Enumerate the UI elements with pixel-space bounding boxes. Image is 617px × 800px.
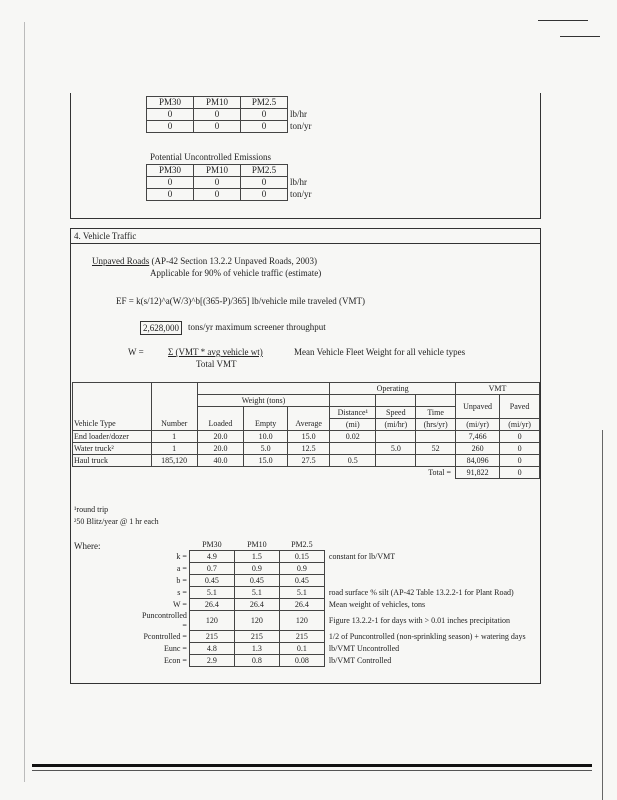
unpaved-label-text: Unpaved Roads — [92, 256, 150, 266]
top-cell: 0 — [147, 109, 194, 121]
row-speed — [376, 431, 416, 443]
col-time: Time — [416, 407, 456, 419]
coef-value: 120 — [189, 611, 234, 631]
row-number: 185,120 — [151, 455, 197, 467]
coef-row — [140, 563, 528, 575]
vmt-group-header: VMT — [456, 383, 540, 395]
col-average: Average — [288, 419, 330, 431]
unit-time: (hrs/yr) — [416, 419, 456, 431]
coef-desc — [324, 563, 527, 575]
row-distance: 0.5 — [330, 455, 376, 467]
row-average: 27.5 — [288, 455, 330, 467]
coef-value: 1.5 — [234, 551, 279, 563]
row-loaded: 20.0 — [197, 431, 243, 443]
coef-label: Eunc = — [163, 643, 187, 653]
applicable-note: Applicable for 90% of vehicle traffic (estimate) — [150, 268, 322, 278]
coef-value: 0.8 — [234, 655, 279, 667]
top-header-pm10: PM10 — [194, 97, 241, 109]
col-vehicle-type: Vehicle Type — [73, 419, 152, 431]
row-empty: 15.0 — [244, 455, 288, 467]
row-type: Water truck² — [73, 443, 152, 455]
coef-value: 0.08 — [279, 655, 324, 667]
coef-value: 215 — [189, 631, 234, 643]
coef-value: 4.8 — [189, 643, 234, 655]
table-row — [73, 455, 540, 467]
coef-value: 120 — [234, 611, 279, 631]
coef-label: a = — [176, 563, 187, 573]
col-empty: Empty — [244, 419, 288, 431]
unc-header-pm30: PM30 — [147, 165, 194, 177]
top-cell: 0 — [147, 121, 194, 133]
row-unpaved: 7,466 — [456, 431, 500, 443]
top-cell: 0 — [194, 109, 241, 121]
unc-unit: lb/hr — [290, 177, 307, 187]
row-average: 12.5 — [288, 443, 330, 455]
coef-header-pm25: PM2.5 — [291, 539, 313, 549]
coefficients-table — [140, 539, 528, 667]
weight-group-header: Weight (tons) — [197, 395, 329, 407]
row-type: End loader/dozer — [73, 431, 152, 443]
coef-value: 0.1 — [279, 643, 324, 655]
coef-value: 0.9 — [234, 563, 279, 575]
bottom-rule-thin — [32, 770, 592, 771]
coef-desc: lb/VMT Uncontrolled — [328, 643, 400, 653]
coef-value: 26.4 — [234, 599, 279, 611]
unpaved-reference: (AP-42 Section 13.2.2 Unpaved Roads, 2003) — [151, 256, 317, 266]
row-distance: 0.02 — [330, 431, 376, 443]
coef-value: 0.45 — [234, 575, 279, 587]
total-label: Total = — [428, 467, 452, 477]
top-emissions-table — [146, 96, 314, 133]
top-cell: 0 — [241, 109, 288, 121]
section-frame-bottom — [70, 683, 541, 684]
coef-header-pm10: PM10 — [247, 539, 267, 549]
col-speed: Speed — [376, 407, 416, 419]
section-title: 4. Vehicle Traffic — [74, 231, 137, 241]
coef-row — [140, 631, 528, 643]
row-empty: 5.0 — [244, 443, 288, 455]
where-label: Where: — [74, 541, 101, 551]
unc-cell: 0 — [241, 177, 288, 189]
section-frame-left — [70, 228, 71, 683]
right-edge-mark — [602, 430, 603, 800]
row-paved: 0 — [500, 431, 540, 443]
top-cell: 0 — [194, 121, 241, 133]
coef-value: 0.45 — [279, 575, 324, 587]
w-lhs: W = — [128, 347, 144, 357]
bottom-rule — [32, 764, 592, 767]
ef-formula: EF = k(s/12)^a(W/3)^b[(365-P)/365] lb/vehicle mile traveled (VMT) — [116, 296, 365, 306]
row-number: 1 — [151, 443, 197, 455]
coef-desc: Figure 13.2.2-1 for days with > 0.01 inches precipitation — [328, 615, 511, 625]
table-row — [73, 431, 540, 443]
coef-value: 1.3 — [234, 643, 279, 655]
row-time — [416, 455, 456, 467]
row-loaded: 40.0 — [197, 455, 243, 467]
coef-label: W = — [172, 599, 187, 609]
coef-row — [140, 655, 528, 667]
coef-value: 5.1 — [189, 587, 234, 599]
section-frame-top — [70, 228, 541, 229]
total-paved: 0 — [500, 467, 540, 479]
coef-value: 0.9 — [279, 563, 324, 575]
row-unpaved: 84,096 — [456, 455, 500, 467]
row-paved: 0 — [500, 455, 540, 467]
top-unit: lb/hr — [290, 109, 307, 119]
throughput-box — [140, 321, 182, 335]
row-time — [416, 431, 456, 443]
coef-value: 215 — [234, 631, 279, 643]
coef-label: k = — [176, 551, 187, 561]
unc-header-pm10: PM10 — [194, 165, 241, 177]
row-number: 1 — [151, 431, 197, 443]
left-edge-mark — [24, 22, 25, 782]
coef-row — [140, 587, 528, 599]
coef-desc — [324, 575, 527, 587]
coef-desc: road surface % silt (AP-42 Table 13.2.2-1 for Plant Road) — [328, 587, 514, 597]
w-numerator: Σ (VMT * avg vehicle wt) — [168, 347, 263, 357]
coef-value: 5.1 — [279, 587, 324, 599]
coef-value: 215 — [279, 631, 324, 643]
top-cell: 0 — [241, 121, 288, 133]
coef-desc: Mean weight of vehicles, tons — [328, 599, 426, 609]
col-loaded: Loaded — [197, 419, 243, 431]
unc-cell: 0 — [194, 177, 241, 189]
w-description: Mean Vehicle Fleet Weight for all vehicle types — [294, 347, 466, 357]
uncontrolled-emissions-table — [146, 164, 314, 201]
uncontrolled-title: Potential Uncontrolled Emissions — [150, 152, 271, 162]
throughput-text: tons/yr maximum screener throughput — [188, 322, 326, 332]
coef-label: Puncontrolled = — [142, 610, 187, 630]
coef-value: 5.1 — [234, 587, 279, 599]
throughput-value: 2,628,000 — [143, 323, 179, 333]
col-unpaved: Unpaved — [456, 395, 500, 419]
coef-value: 26.4 — [279, 599, 324, 611]
top-header-pm30: PM30 — [147, 97, 194, 109]
row-average: 15.0 — [288, 431, 330, 443]
unit-unpaved: (mi/yr) — [456, 419, 500, 431]
unc-cell: 0 — [194, 189, 241, 201]
coef-value: 4.9 — [189, 551, 234, 563]
coef-label: Pcontrolled = — [143, 631, 187, 641]
upper-frame-right — [540, 93, 541, 218]
operating-group-header: Operating — [330, 383, 456, 395]
coef-value: 0.45 — [189, 575, 234, 587]
top-right-mark-2 — [560, 36, 600, 37]
total-unpaved: 91,822 — [456, 467, 500, 479]
section-frame-right — [540, 228, 541, 683]
unit-speed: (mi/hr) — [376, 419, 416, 431]
table-row — [73, 443, 540, 455]
unc-cell: 0 — [147, 177, 194, 189]
row-type: Haul truck — [73, 455, 152, 467]
upper-frame-bottom — [70, 218, 541, 219]
footnote-round-trip: ¹round trip — [74, 505, 109, 514]
unc-cell: 0 — [241, 189, 288, 201]
w-denominator: Total VMT — [196, 359, 237, 369]
coef-value: 0.7 — [189, 563, 234, 575]
coef-desc: constant for lb/VMT — [328, 551, 396, 561]
unc-header-pm25: PM2.5 — [241, 165, 288, 177]
row-unpaved: 260 — [456, 443, 500, 455]
col-distance: Distance¹ — [330, 407, 376, 419]
top-header-pm25: PM2.5 — [241, 97, 288, 109]
row-loaded: 20.0 — [197, 443, 243, 455]
coef-value: 26.4 — [189, 599, 234, 611]
coef-row — [140, 599, 528, 611]
coef-value: 0.15 — [279, 551, 324, 563]
coef-row — [140, 611, 528, 631]
top-unit: ton/yr — [290, 121, 312, 131]
footnote-water-truck: ²50 Blitz/year @ 1 hr each — [74, 517, 159, 526]
row-time: 52 — [416, 443, 456, 455]
coef-header-pm30: PM30 — [202, 539, 222, 549]
coef-row — [140, 643, 528, 655]
coef-desc: 1/2 of Puncontrolled (non-sprinkling season) + watering days — [328, 631, 526, 641]
coef-value: 120 — [279, 611, 324, 631]
coef-desc: lb/VMT Controlled — [328, 655, 392, 665]
section-title-underline — [70, 243, 541, 244]
col-number: Number — [151, 419, 197, 431]
coef-label: b = — [176, 575, 187, 585]
top-right-mark — [538, 20, 588, 21]
coef-row — [140, 575, 528, 587]
row-distance — [330, 443, 376, 455]
row-empty: 10.0 — [244, 431, 288, 443]
unit-paved: (mi/yr) — [500, 419, 540, 431]
unit-distance: (mi) — [330, 419, 376, 431]
unc-unit: ton/yr — [290, 189, 312, 199]
row-paved: 0 — [500, 443, 540, 455]
row-speed: 5.0 — [376, 443, 416, 455]
col-paved: Paved — [500, 395, 540, 419]
vehicle-traffic-table — [72, 382, 540, 479]
coef-label: s = — [177, 587, 187, 597]
coef-row — [140, 551, 528, 563]
coef-label: Econ = — [163, 655, 187, 665]
unpaved-roads-label — [92, 256, 317, 266]
unc-cell: 0 — [147, 189, 194, 201]
coef-value: 2.9 — [189, 655, 234, 667]
row-speed — [376, 455, 416, 467]
upper-frame-left — [70, 93, 71, 218]
